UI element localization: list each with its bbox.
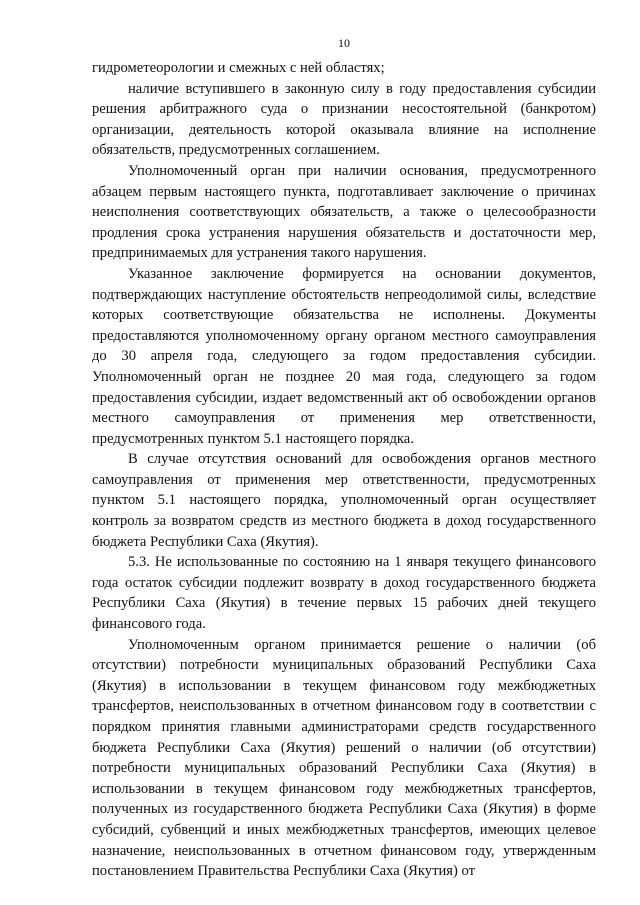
paragraph-conclusion-documents: Указанное заключение формируется на основании документов, подтверждающих наступление обстоятельств непреодолимой силы, вследствие которых соответствующие обязательства не исполнены. Документы предоставляются уполномоченному органу органом местного самоуправления до 30 апреля года, следующего за годом предоставления субсидии. Уполномоченный орган не позднее 20 мая года, следующего за годом предоставления субсидии, издает ведомственный акт об освобождении органов местного самоуправления от применения мер ответственности, предусмотренных пунктом 5.1 настоящего порядка. — [92, 265, 596, 447]
paragraph-conclusion-preparation: Уполномоченный орган при наличии основания, предусмотренного абзацем первым настоящего пункта, подготавливает заключение о причинах неисполнения соответствующих обязательств, а также о целесообразности продления срока устранения нарушения обязательств и достаточности мер, предпринимаемых для устранения такого нарушения. — [92, 162, 596, 262]
paragraph-continuation: гидрометеорологии и смежных с ней областях; — [92, 60, 385, 76]
paragraph-control-return: В случае отсутствия оснований для освобождения органов местного самоуправления от применения мер ответственности, предусмотренных пунктом 5.1 настоящего порядка, уполномоченный орган осуществляет контроль за возвратом средств из местного бюджета в доход государственного бюджета Республики Саха (Якутия). — [92, 451, 596, 550]
page-number: 10 — [338, 36, 350, 50]
paragraph-decision: Уполномоченным органом принимается решение о наличии (об отсутствии) потребности муниципальных образований Республики Саха (Якутия) в использовании в текущем финансовом году межбюджетных трансфертов, неиспользованных в отчетном финансовом году в соответствии с порядком принятия главными администраторами средств государственного бюджета Республики Саха (Якутия) решений о наличии (об отсутствии) потребности муниципальных образований Республики Саха (Якутия) в использовании в текущем финансовом году межбюджетных трансфертов, полученных из государственного бюджета Республики Саха (Якутия) в форме субсидий, субвенций и иных межбюджетных трансфертов, имеющих целевое назначение, неиспользованных в отчетном финансовом году, утвержденным постановлением Правительства Республики Саха (Якутия) от — [92, 636, 596, 880]
paragraph-arbitration: наличие вступившего в законную силу в году предоставления субсидии решения арбитражного суда о признании несостоятельной (банкротом) организации, деятельность которой оказывала влияние на исполнение обязательств, предусмотренных соглашением. — [92, 80, 596, 159]
paragraph-section-5-3: 5.3. Не использованные по состоянию на 1 января текущего финансового года остаток субсидии подлежит возврату в доход государственного бюджета Республики Саха (Якутия) в течение первых 15 рабочих дней текущего финансового года. — [92, 554, 596, 633]
document-body — [92, 58, 596, 882]
